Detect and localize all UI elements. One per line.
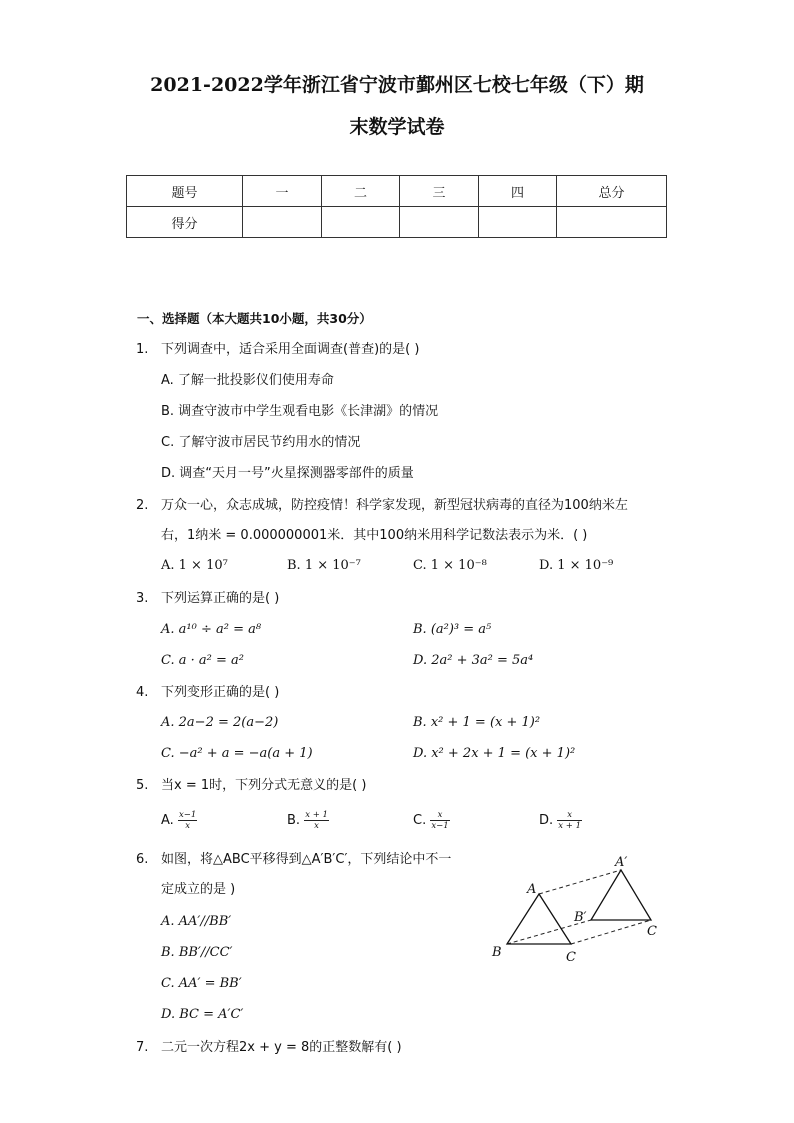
- question-number: 7.: [136, 1040, 149, 1055]
- score-table-header-row: [127, 176, 667, 207]
- fraction-denominator: x−1: [431, 821, 449, 831]
- option-c[interactable]: C. a · a² = a²: [161, 653, 244, 668]
- score-cell[interactable]: [479, 207, 557, 238]
- question-stem: 当x = 1时，下列分式无意义的是( ): [161, 778, 367, 793]
- question-number: 1.: [136, 342, 149, 357]
- option-label: B.: [287, 813, 301, 828]
- option-d[interactable]: D. 1 × 10⁻⁹: [539, 558, 614, 573]
- fraction: [178, 810, 197, 831]
- option-d[interactable]: D. 2a² + 3a² = 5a⁴: [413, 653, 534, 668]
- question-number: 5.: [136, 778, 149, 793]
- option-a[interactable]: A. a¹⁰ ÷ a² = a⁸: [161, 622, 262, 637]
- question-number: 4.: [136, 685, 149, 700]
- option-d[interactable]: D. x² + 2x + 1 = (x + 1)²: [413, 746, 576, 761]
- score-table-score-row: [127, 207, 667, 238]
- option-a[interactable]: A. 2a−2 = 2(a−2): [161, 715, 279, 730]
- option-a[interactable]: A. 1 × 10⁷: [161, 558, 228, 573]
- fraction-denominator: x + 1: [558, 821, 582, 831]
- score-cell[interactable]: [243, 207, 322, 238]
- score-cell[interactable]: [557, 207, 667, 238]
- exam-title-line2: 末数学试卷: [349, 116, 445, 138]
- question-stem: 二元一次方程2x + y = 8的正整数解有( ): [161, 1040, 402, 1055]
- question-stem-line2: 定成立的是 ): [161, 882, 236, 897]
- question-stem: 下列调查中，适合采用全面调查(普查)的是( ): [161, 342, 420, 357]
- score-table: [126, 175, 667, 238]
- option-c[interactable]: C. −a² + a = −a(a + 1): [161, 746, 313, 761]
- score-header-cell: 二: [322, 176, 400, 207]
- question-number: 6.: [136, 852, 149, 867]
- fraction: [430, 810, 449, 831]
- option-b[interactable]: B. 调查守波市中学生观看电影《长津湖》的情况: [161, 404, 439, 419]
- label-c-prime: C: [647, 924, 657, 939]
- fraction: [557, 810, 582, 831]
- option-label: D.: [539, 813, 554, 828]
- question-number: 2.: [136, 498, 149, 513]
- fraction-numerator: x−1: [178, 810, 197, 820]
- label-b-prime: B′: [574, 910, 587, 925]
- option-a[interactable]: A. 了解一批投影仪们使用寿命: [161, 373, 334, 388]
- score-header-cell: 一: [243, 176, 322, 207]
- score-header-cell: 总分: [557, 176, 667, 207]
- question-stem: 下列运算正确的是( ): [161, 591, 280, 606]
- translation-figure: [480, 846, 680, 966]
- option-c[interactable]: C. 了解守波市居民节约用水的情况: [161, 435, 361, 450]
- score-cell[interactable]: [400, 207, 479, 238]
- fraction-numerator: x + 1: [305, 810, 328, 820]
- option-b[interactable]: B. BB′//CC′: [161, 945, 233, 960]
- option-d[interactable]: D. BC = A′C′: [161, 1007, 244, 1022]
- option-d[interactable]: [539, 810, 582, 831]
- label-a-prime: A′: [615, 855, 628, 870]
- triangle-a2b2c2: [591, 870, 651, 920]
- option-b[interactable]: [287, 810, 329, 831]
- question-stem-line2: 右，1纳米 = 0.000000001米．其中100纳米用科学记数法表示为米．( ): [161, 528, 588, 543]
- score-header-cell: 题号: [127, 176, 243, 207]
- score-header-cell: 四: [479, 176, 557, 207]
- score-header-cell: 三: [400, 176, 479, 207]
- triangle-abc: [507, 894, 571, 944]
- question-stem-line1: 如图，将△ABC平移得到△A′B′C′，下列结论中不一: [161, 852, 452, 867]
- option-a[interactable]: [161, 810, 197, 831]
- label-c: C: [566, 950, 576, 965]
- fraction-denominator: x: [185, 821, 190, 831]
- option-a[interactable]: A. AA′//BB′: [161, 914, 232, 929]
- option-c[interactable]: C. 1 × 10⁻⁸: [413, 558, 487, 573]
- option-c[interactable]: C. AA′ = BB′: [161, 976, 242, 991]
- option-b[interactable]: B. x² + 1 = (x + 1)²: [413, 715, 541, 730]
- option-c[interactable]: [413, 810, 450, 831]
- fraction: [304, 810, 329, 831]
- question-stem: 下列变形正确的是( ): [161, 685, 280, 700]
- question-number: 3.: [136, 591, 149, 606]
- score-row-label: 得分: [127, 207, 243, 238]
- exam-title-line1: 2021-2022学年浙江省宁波市鄞州区七校七年级（下）期: [150, 74, 644, 96]
- section-title: 一、选择题（本大题共10小题，共30分）: [137, 311, 372, 326]
- option-label: C.: [413, 813, 427, 828]
- option-b[interactable]: B. 1 × 10⁻⁷: [287, 558, 361, 573]
- label-a: A: [527, 882, 537, 897]
- option-d[interactable]: D. 调查“天月一号”火星探测器零部件的质量: [161, 466, 414, 481]
- fraction-numerator: x: [430, 810, 449, 821]
- option-label: A.: [161, 813, 174, 828]
- question-stem-line1: 万众一心，众志成城，防控疫情！科学家发现，新型冠状病毒的直径为100纳米左: [161, 498, 628, 513]
- fraction-denominator: x: [314, 821, 319, 831]
- option-b[interactable]: B. (a²)³ = a⁵: [413, 622, 492, 637]
- score-cell[interactable]: [322, 207, 400, 238]
- fraction-numerator: x: [557, 810, 582, 821]
- label-b: B: [492, 945, 502, 960]
